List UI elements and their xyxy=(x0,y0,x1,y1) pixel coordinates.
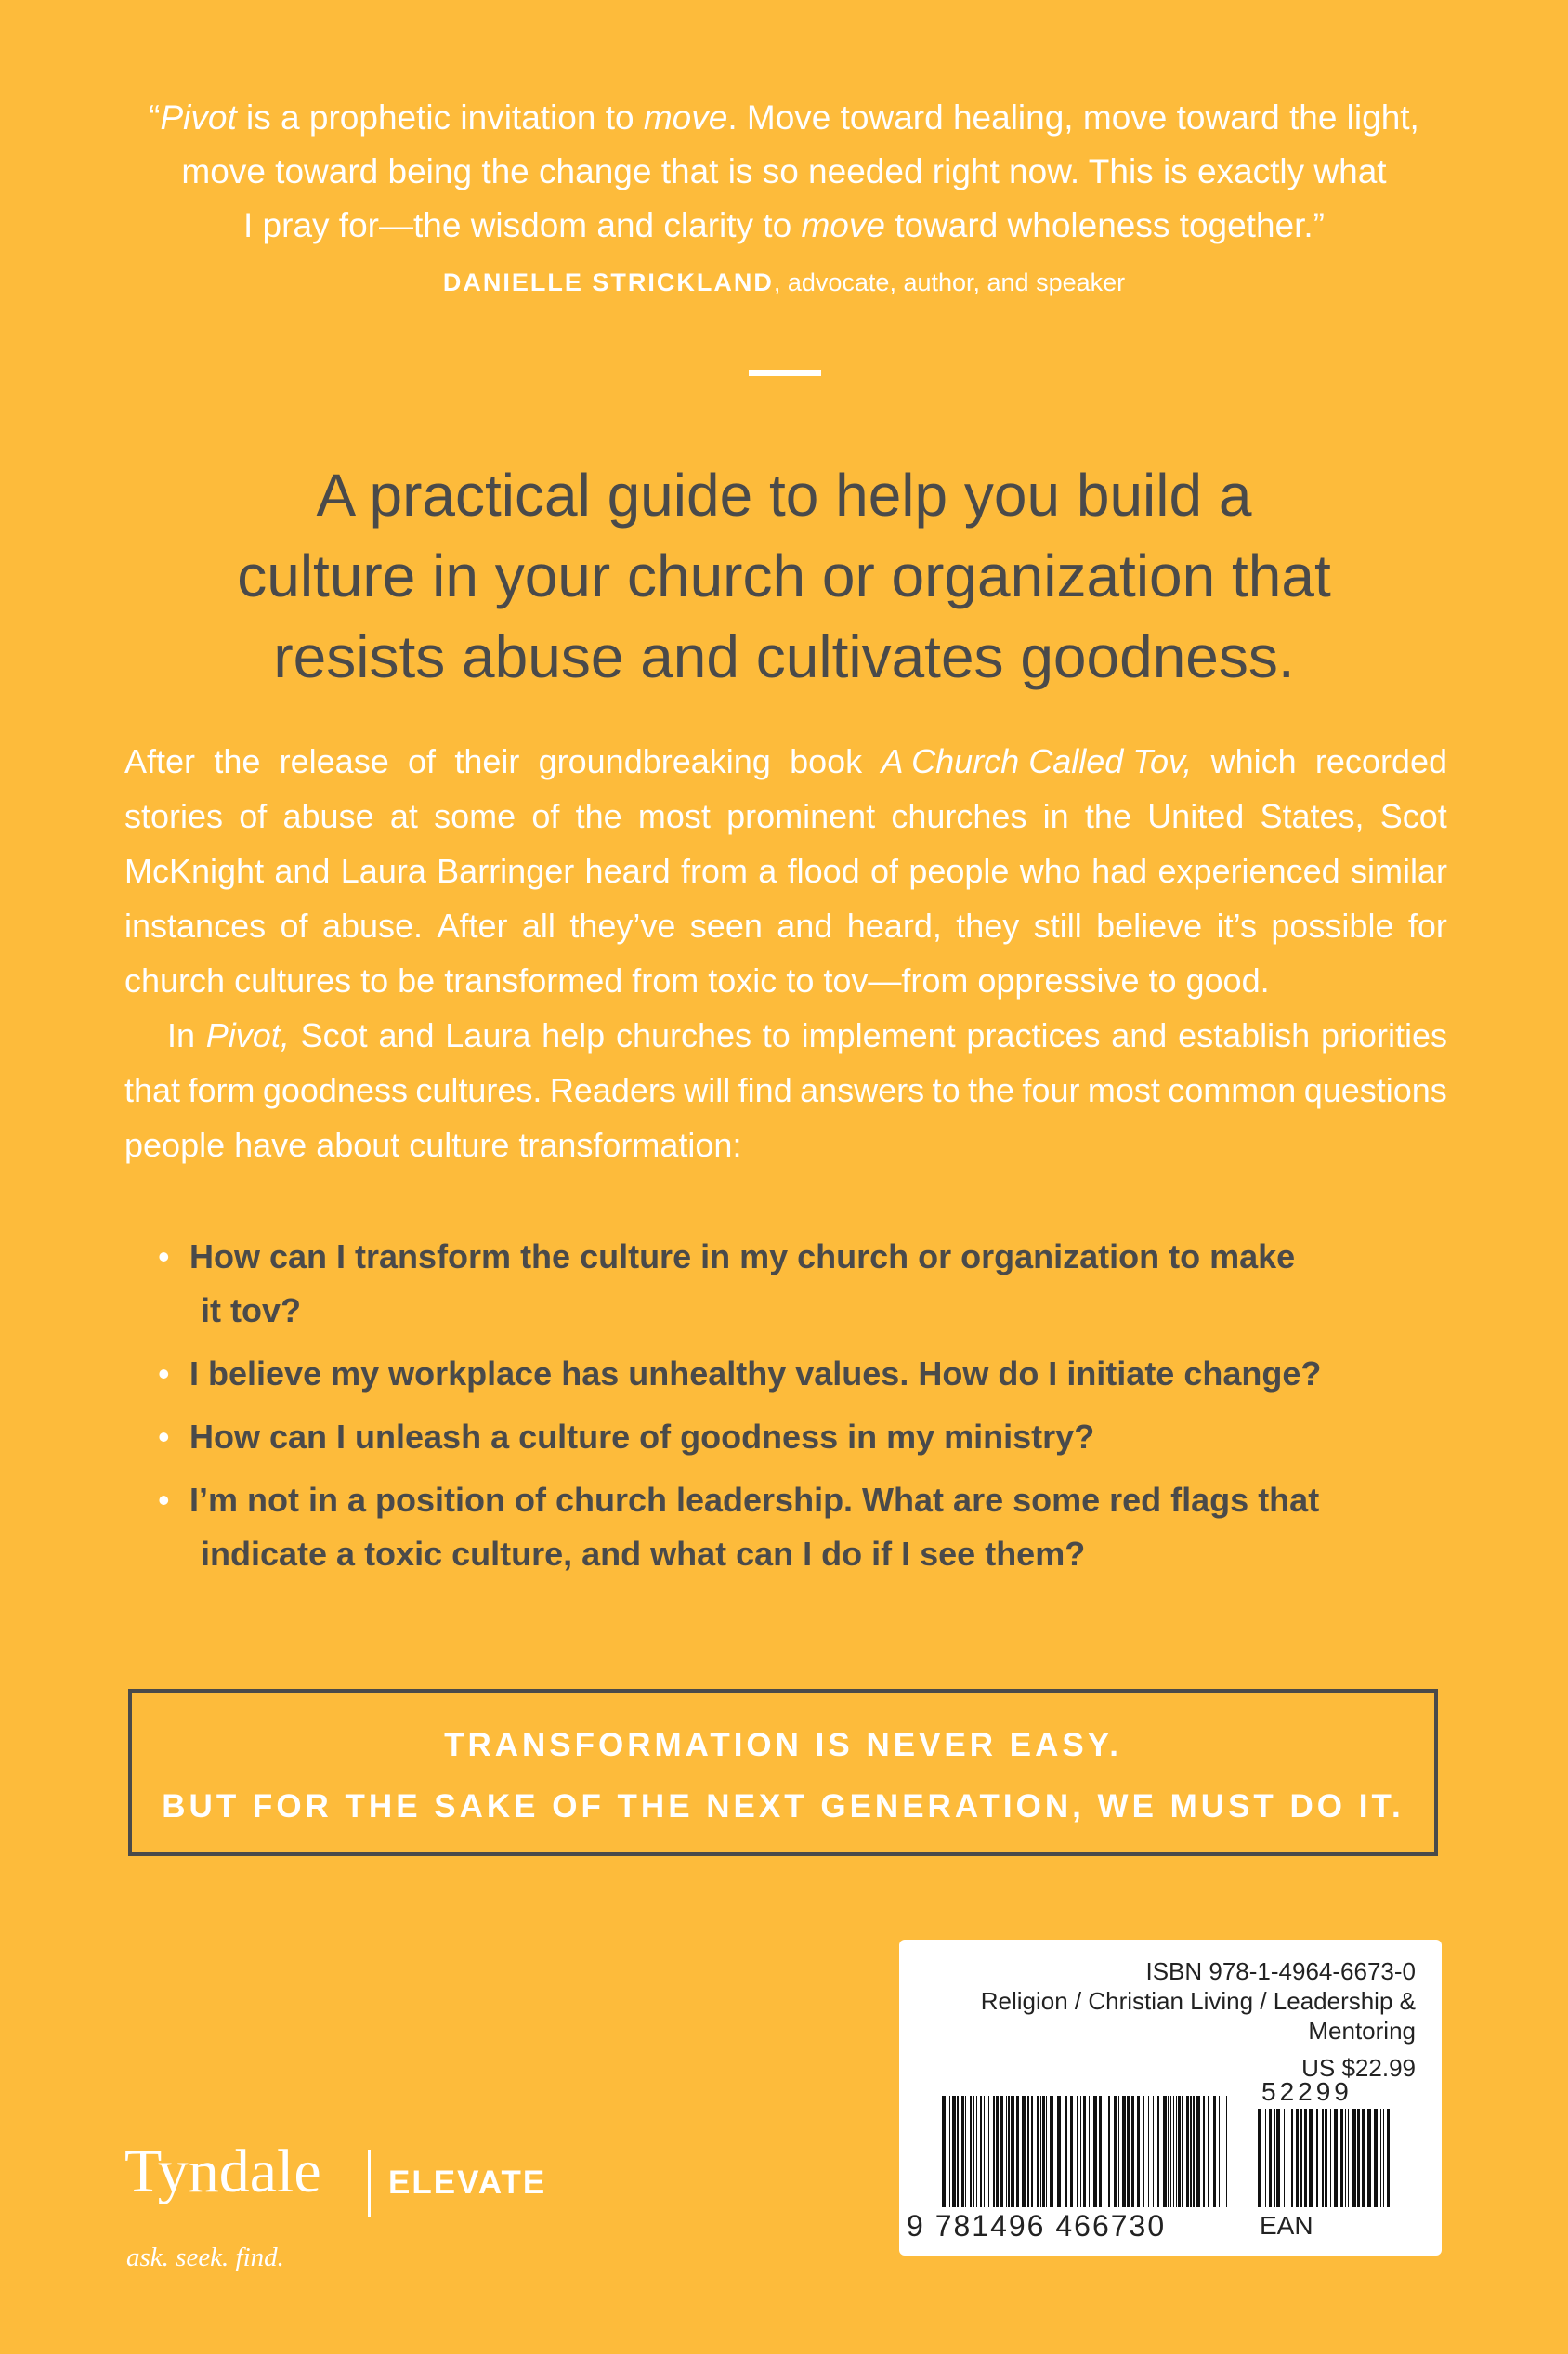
word: to xyxy=(762,1016,791,1054)
word: After xyxy=(437,907,508,945)
question-text: I believe my workplace has unhealthy values. How do I initiate change? xyxy=(189,1354,1322,1393)
word: cultures xyxy=(234,961,352,1000)
word: they’ve xyxy=(569,907,676,945)
publisher-tagline: ask. seek. find. xyxy=(126,2243,284,2272)
headline-line-1: A practical guide to help you build a xyxy=(316,462,1252,529)
barcode-bar xyxy=(1163,2096,1167,2207)
word: had xyxy=(1091,852,1148,890)
barcode-bar xyxy=(1099,2096,1102,2207)
barcode-bar xyxy=(1226,2096,1227,2207)
word: McKnight xyxy=(124,852,265,890)
endorsement-quote xyxy=(130,91,1438,253)
word: toxic xyxy=(708,961,777,1000)
word: heard xyxy=(584,852,671,890)
bullet-dot: • xyxy=(158,1418,170,1456)
barcode-bar xyxy=(1374,2109,1378,2207)
word: practices xyxy=(966,1016,1101,1054)
barcode-bar xyxy=(1083,2096,1086,2207)
question-text: How can I unleash a culture of goodness in my ministry? xyxy=(189,1418,1095,1456)
barcode-bar xyxy=(1334,2109,1338,2207)
question-item xyxy=(158,1410,1458,1464)
paragraph-line xyxy=(124,898,1447,953)
word: priorities xyxy=(1320,1016,1447,1054)
barcode-bar xyxy=(1357,2109,1360,2207)
word: about xyxy=(316,1126,400,1164)
word: After xyxy=(124,742,196,780)
word: In xyxy=(167,1016,196,1054)
barcode-bar xyxy=(1193,2096,1195,2207)
word: and xyxy=(378,1016,435,1054)
barcode-bar xyxy=(1325,2109,1327,2207)
word: recorded xyxy=(1314,742,1447,780)
barcode-bar xyxy=(1309,2109,1313,2207)
barcode-label xyxy=(899,1940,1442,2256)
barcode-bar xyxy=(952,2096,956,2207)
barcode-bar xyxy=(1213,2096,1216,2207)
barcode-bar xyxy=(1031,2096,1033,2207)
word: groundbreaking xyxy=(538,742,771,780)
move-italic: move xyxy=(643,98,728,137)
barcode-bar xyxy=(1046,2096,1047,2207)
quote-segment: . Move toward healing, move toward the light, xyxy=(727,98,1419,137)
barcode-bar xyxy=(1093,2096,1097,2207)
word: transformation: xyxy=(518,1126,742,1164)
word: Barringer xyxy=(437,852,575,890)
barcode-bar xyxy=(1176,2096,1177,2207)
bullet-dot: • xyxy=(158,1237,170,1275)
word: prominent xyxy=(726,797,876,835)
barcode-bar xyxy=(1114,2096,1117,2207)
question-item xyxy=(158,1230,1458,1338)
word: have xyxy=(234,1126,307,1164)
barcode-bar xyxy=(1296,2109,1299,2207)
barcode-bar xyxy=(1080,2096,1081,2207)
book-title-italic: Pivot xyxy=(160,98,237,137)
ean-label: EAN xyxy=(1260,2211,1313,2240)
word: Laura xyxy=(445,1016,531,1054)
word: flood xyxy=(787,852,860,890)
word: Readers xyxy=(549,1071,676,1109)
word: churches xyxy=(615,1016,752,1054)
question-item xyxy=(158,1347,1458,1401)
paragraph-line xyxy=(124,844,1447,898)
word: of xyxy=(239,797,268,835)
question-text: it tov? xyxy=(201,1291,301,1329)
section-divider xyxy=(749,370,821,376)
barcode-bar xyxy=(1000,2096,1003,2207)
word: in xyxy=(1042,797,1069,835)
word: common xyxy=(1168,1071,1297,1109)
word: who xyxy=(1019,852,1081,890)
barcode-bar xyxy=(1037,2096,1039,2207)
paragraph-line xyxy=(124,1118,1447,1172)
logo-separator xyxy=(368,2150,371,2217)
word: release xyxy=(279,742,389,780)
barcode-bar xyxy=(976,2096,977,2207)
barcode-bar xyxy=(970,2096,972,2207)
word: possible xyxy=(1271,907,1394,945)
move-italic: move xyxy=(801,206,885,244)
word: cultures. xyxy=(415,1071,542,1109)
barcode-bar xyxy=(1284,2109,1285,2207)
barcode-bar xyxy=(1219,2096,1220,2207)
word: and xyxy=(274,852,331,890)
word: instances xyxy=(124,907,267,945)
barcode-bar xyxy=(1322,2109,1324,2207)
price-text: US $22.99 xyxy=(1301,2054,1416,2082)
barcode-bar xyxy=(1153,2096,1154,2207)
word: at xyxy=(389,797,418,835)
barcode-bar xyxy=(1291,2109,1293,2207)
question-text: How can I transform the culture in my church or organization to make xyxy=(189,1237,1296,1275)
barcode-bar xyxy=(957,2096,959,2207)
addon-digits: 52299 xyxy=(1261,2077,1352,2106)
word: implement xyxy=(801,1016,956,1054)
barcode-bar xyxy=(1367,2109,1371,2207)
quote-segment: toward wholeness together.” xyxy=(884,206,1325,244)
barcode-bar xyxy=(1208,2096,1209,2207)
tyndale-logo: Tyndale xyxy=(124,2138,321,2205)
word: most xyxy=(1087,1071,1160,1109)
barcode-bar xyxy=(1022,2096,1026,2207)
word: Laura xyxy=(340,852,426,890)
word: to xyxy=(360,961,389,1000)
barcode-bar xyxy=(988,2096,989,2207)
word: tov—from xyxy=(823,961,969,1000)
barcode-bar xyxy=(1016,2096,1019,2207)
headline-line-3: resists abuse and cultivates goodness. xyxy=(273,623,1295,690)
barcode-bar xyxy=(1011,2096,1014,2207)
category-line-1: Religion / Christian Living / Leadership & xyxy=(980,1987,1416,2015)
barcode-bar xyxy=(1348,2109,1349,2207)
elevate-imprint: ELEVATE xyxy=(388,2164,547,2201)
paragraph-line xyxy=(124,789,1447,844)
paragraph-line xyxy=(124,953,1447,1008)
barcode-bar xyxy=(1127,2096,1130,2207)
quote-line-2: move toward being the change that is so needed right now. This is exactly what xyxy=(181,152,1387,190)
italic-word: A Church Called Tov, xyxy=(881,742,1193,780)
word: from xyxy=(680,852,748,890)
barcode-bar xyxy=(1182,2096,1183,2207)
barcode-bar xyxy=(1269,2109,1272,2207)
word: help xyxy=(542,1016,606,1054)
word: good. xyxy=(1185,961,1270,1000)
word: Scot xyxy=(1379,797,1447,835)
barcode-bar xyxy=(1383,2109,1384,2207)
word: transformed xyxy=(444,961,623,1000)
barcode-bar xyxy=(1330,2109,1331,2207)
barcode-bar xyxy=(1274,2109,1275,2207)
barcode-bar xyxy=(1065,2096,1067,2207)
headline xyxy=(93,455,1475,698)
word: they xyxy=(956,907,1020,945)
word: the xyxy=(1084,797,1131,835)
isbn-text: ISBN 978-1-4964-6673-0 xyxy=(1145,1957,1416,1985)
word: and xyxy=(777,907,833,945)
word: four xyxy=(1022,1071,1080,1109)
barcode-bar xyxy=(1006,2096,1007,2207)
barcode-bar xyxy=(1196,2096,1200,2207)
barcode-bar xyxy=(1077,2096,1078,2207)
barcode-bar xyxy=(1040,2096,1041,2207)
word: that xyxy=(124,1071,181,1109)
barcode-digits: 9 781496 466730 xyxy=(907,2209,1167,2243)
barcode-bar xyxy=(1118,2096,1119,2207)
word: it’s xyxy=(1216,907,1257,945)
word: people xyxy=(908,852,1010,890)
endorsement-attribution xyxy=(130,264,1438,301)
barcode-bar xyxy=(1148,2096,1149,2207)
barcode-bar xyxy=(1276,2109,1280,2207)
barcode-bar xyxy=(1089,2096,1090,2207)
bullet-dot: • xyxy=(158,1481,170,1519)
callout-box xyxy=(128,1689,1438,1856)
barcode-bar xyxy=(1122,2096,1126,2207)
barcode-bar xyxy=(1387,2109,1390,2207)
paragraph-line xyxy=(124,1063,1447,1118)
barcode-main-bars xyxy=(942,2096,1230,2207)
barcode-bar xyxy=(1186,2096,1189,2207)
word: questions xyxy=(1303,1071,1447,1109)
word: churches xyxy=(891,797,1027,835)
word: to xyxy=(1148,961,1177,1000)
word: believe xyxy=(1096,907,1203,945)
barcode-bar xyxy=(1173,2096,1174,2207)
word: oppressive xyxy=(977,961,1140,1000)
word: abuse. xyxy=(321,907,424,945)
word: similar xyxy=(1350,852,1447,890)
barcode-bar xyxy=(949,2096,950,2207)
word: and xyxy=(1111,1016,1168,1054)
word: some xyxy=(434,797,516,835)
barcode-bar xyxy=(1340,2109,1343,2207)
barcode-addon-bars xyxy=(1258,2109,1392,2207)
barcode-bar xyxy=(1316,2109,1318,2207)
quote-segment: I pray for—the wisdom and clarity to xyxy=(242,206,802,244)
barcode-bar xyxy=(1265,2109,1266,2207)
word: United xyxy=(1147,797,1245,835)
description xyxy=(124,734,1447,1172)
word: which xyxy=(1210,742,1297,780)
barcode-bar xyxy=(1203,2096,1205,2207)
callout-line-1: TRANSFORMATION IS NEVER EASY. xyxy=(444,1727,1122,1763)
word: still xyxy=(1033,907,1082,945)
word: form xyxy=(188,1071,255,1109)
book-title-italic: Pivot xyxy=(205,1016,281,1054)
word: the xyxy=(967,1071,1015,1109)
barcode-bar xyxy=(1170,2096,1171,2207)
question-text: I’m not in a position of church leadership. What are some red flags that xyxy=(189,1481,1320,1519)
barcode-bar xyxy=(1070,2096,1073,2207)
barcode-bar xyxy=(993,2096,995,2207)
word: will xyxy=(684,1071,731,1109)
word: establish xyxy=(1178,1016,1311,1054)
question-list xyxy=(158,1230,1458,1590)
word: stories xyxy=(124,797,224,835)
barcode-bar xyxy=(1008,2096,1010,2207)
barcode-bar xyxy=(1178,2096,1181,2207)
barcode-bar xyxy=(1168,2096,1169,2207)
barcode-bar xyxy=(1131,2096,1134,2207)
word: the xyxy=(575,797,622,835)
quote-segment: is a prophetic invitation to xyxy=(236,98,644,137)
question-text: indicate a toxic culture, and what can I do if I see them? xyxy=(201,1535,1086,1573)
word: abuse xyxy=(282,797,374,835)
barcode-bar xyxy=(942,2096,946,2207)
word: of xyxy=(531,797,560,835)
word: Scot xyxy=(300,1016,368,1054)
barcode-bar xyxy=(1190,2096,1192,2207)
italic-word xyxy=(206,1008,290,1063)
barcode-bar xyxy=(996,2096,999,2207)
word: of xyxy=(280,907,308,945)
word: to xyxy=(932,1071,960,1109)
word: of xyxy=(408,742,437,780)
word: church xyxy=(124,961,226,1000)
question-item xyxy=(158,1473,1458,1581)
word: culture xyxy=(409,1126,510,1164)
word: experienced xyxy=(1157,852,1340,890)
endorser-name: DANIELLE STRICKLAND xyxy=(442,268,774,296)
word: for xyxy=(1407,907,1447,945)
barcode-bar xyxy=(984,2096,985,2207)
barcode-bar xyxy=(1027,2096,1029,2207)
punctuation: , xyxy=(280,1016,290,1054)
barcode-bar xyxy=(1157,2096,1159,2207)
quote-line-1 xyxy=(130,91,1438,145)
barcode-bar xyxy=(1057,2096,1061,2207)
word: be xyxy=(398,961,436,1000)
barcode-bar xyxy=(1137,2096,1140,2207)
category-line-2: Mentoring xyxy=(1308,2017,1416,2045)
barcode-bar xyxy=(1258,2109,1261,2207)
open-quote-mark: “ xyxy=(149,98,161,137)
word: people xyxy=(124,1126,226,1164)
callout-line-2: BUT FOR THE SAKE OF THE NEXT GENERATION, WE MUST DO IT. xyxy=(162,1788,1405,1824)
word: their xyxy=(454,742,520,780)
word: goodness xyxy=(262,1071,408,1109)
word: book xyxy=(790,742,863,780)
barcode-bar xyxy=(973,2096,974,2207)
word: States, xyxy=(1260,797,1365,835)
word: a xyxy=(758,852,777,890)
barcode-bar xyxy=(1304,2109,1307,2207)
barcode-bar xyxy=(961,2096,964,2207)
bullet-dot: • xyxy=(158,1354,170,1393)
word: answers xyxy=(800,1071,925,1109)
endorser-role: , advocate, author, and speaker xyxy=(773,268,1126,296)
barcode-bar xyxy=(1380,2109,1381,2207)
barcode-bar xyxy=(1352,2109,1356,2207)
word: seen xyxy=(689,907,763,945)
barcode-bar xyxy=(1050,2096,1053,2207)
barcode-bar xyxy=(1143,2096,1144,2207)
word: all xyxy=(521,907,555,945)
word: the xyxy=(214,742,261,780)
word: most xyxy=(637,797,711,835)
word: from xyxy=(632,961,699,1000)
barcode-bar xyxy=(1300,2109,1302,2207)
barcode-bar xyxy=(1108,2096,1110,2207)
barcode-bar xyxy=(1345,2109,1346,2207)
word: heard, xyxy=(846,907,942,945)
quote-line-3 xyxy=(130,199,1438,253)
barcode-bar xyxy=(1042,2096,1045,2207)
barcode-bar xyxy=(965,2096,966,2207)
word: to xyxy=(786,961,815,1000)
word: find xyxy=(738,1071,792,1109)
paragraph-line xyxy=(124,734,1447,789)
barcode-bar xyxy=(980,2096,982,2207)
paragraph-line xyxy=(124,1008,1447,1063)
word: of xyxy=(869,852,899,890)
headline-line-2: culture in your church or organization that xyxy=(237,543,1331,609)
barcode-bar xyxy=(1362,2109,1365,2207)
